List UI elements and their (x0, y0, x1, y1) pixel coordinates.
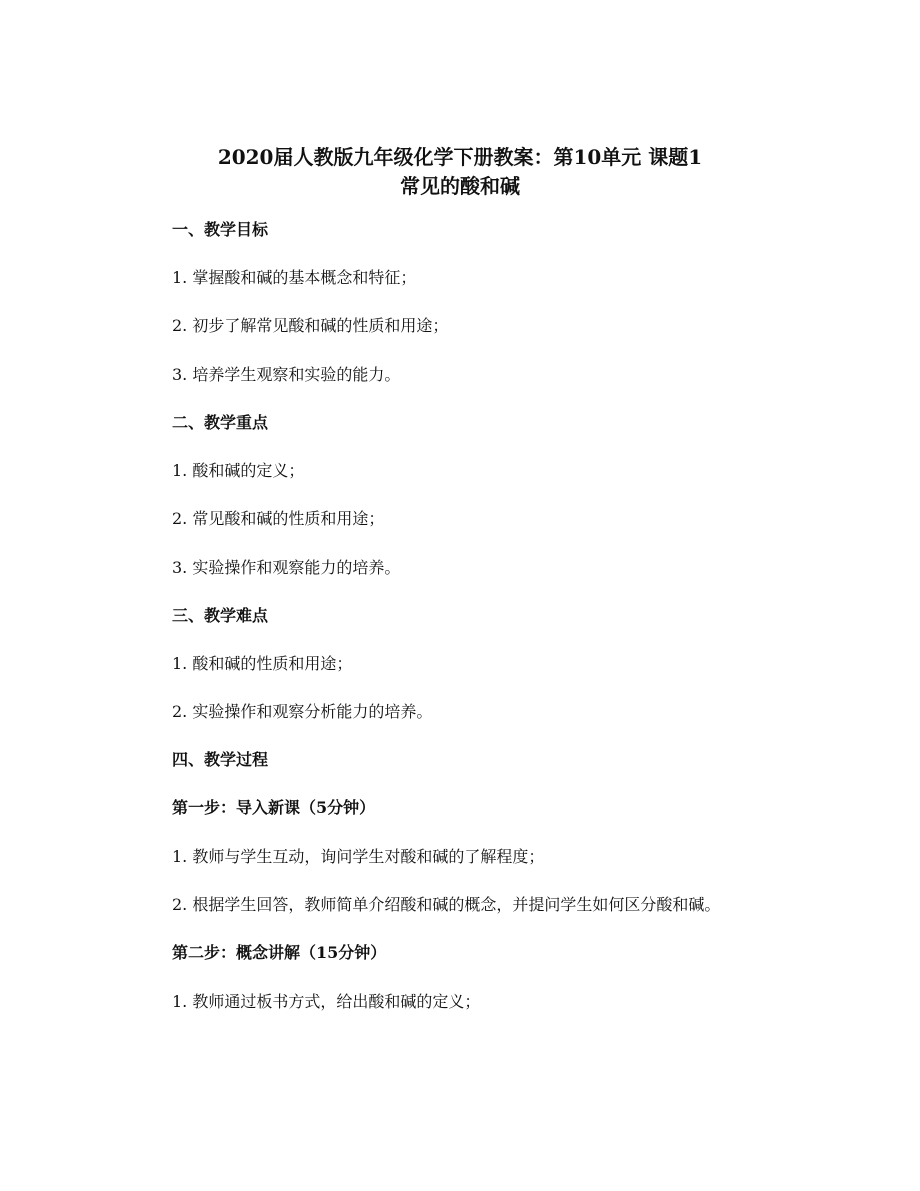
step-2-item: 1. 教师通过板书方式，给出酸和碱的定义； (172, 992, 481, 1011)
difficulty-item: 2. 实验操作和观察分析能力的培养。 (172, 702, 433, 721)
title-line-2: 常见的酸和碱 (400, 174, 520, 198)
objective-item: 3. 培养学生观察和实验的能力。 (172, 365, 401, 384)
difficulty-item: 1. 酸和碱的性质和用途； (172, 654, 353, 673)
key-point-item: 1. 酸和碱的定义； (172, 461, 305, 480)
step-1-item: 1. 教师与学生互动，询问学生对酸和碱的了解程度； (172, 847, 545, 866)
objective-item: 1. 掌握酸和碱的基本概念和特征； (172, 268, 417, 287)
section-heading-objectives: 一、教学目标 (172, 220, 269, 239)
objective-item: 2. 初步了解常见酸和碱的性质和用途； (172, 316, 449, 335)
step-2-heading: 第二步：概念讲解（15分钟） (172, 943, 387, 962)
step-1-item: 2. 根据学生回答，教师简单介绍酸和碱的概念，并提问学生如何区分酸和碱。 (172, 895, 721, 914)
section-heading-difficulties: 三、教学难点 (172, 606, 269, 625)
key-point-item: 2. 常见酸和碱的性质和用途； (172, 509, 385, 528)
title-line-1: 2020届人教版九年级化学下册教案：第10单元 课题1 (217, 145, 703, 169)
document-title (0, 143, 920, 201)
step-1-heading: 第一步：导入新课（5分钟） (172, 798, 376, 817)
section-heading-key-points: 二、教学重点 (172, 413, 269, 432)
section-heading-process: 四、教学过程 (172, 750, 269, 769)
key-point-item: 3. 实验操作和观察能力的培养。 (172, 558, 401, 577)
